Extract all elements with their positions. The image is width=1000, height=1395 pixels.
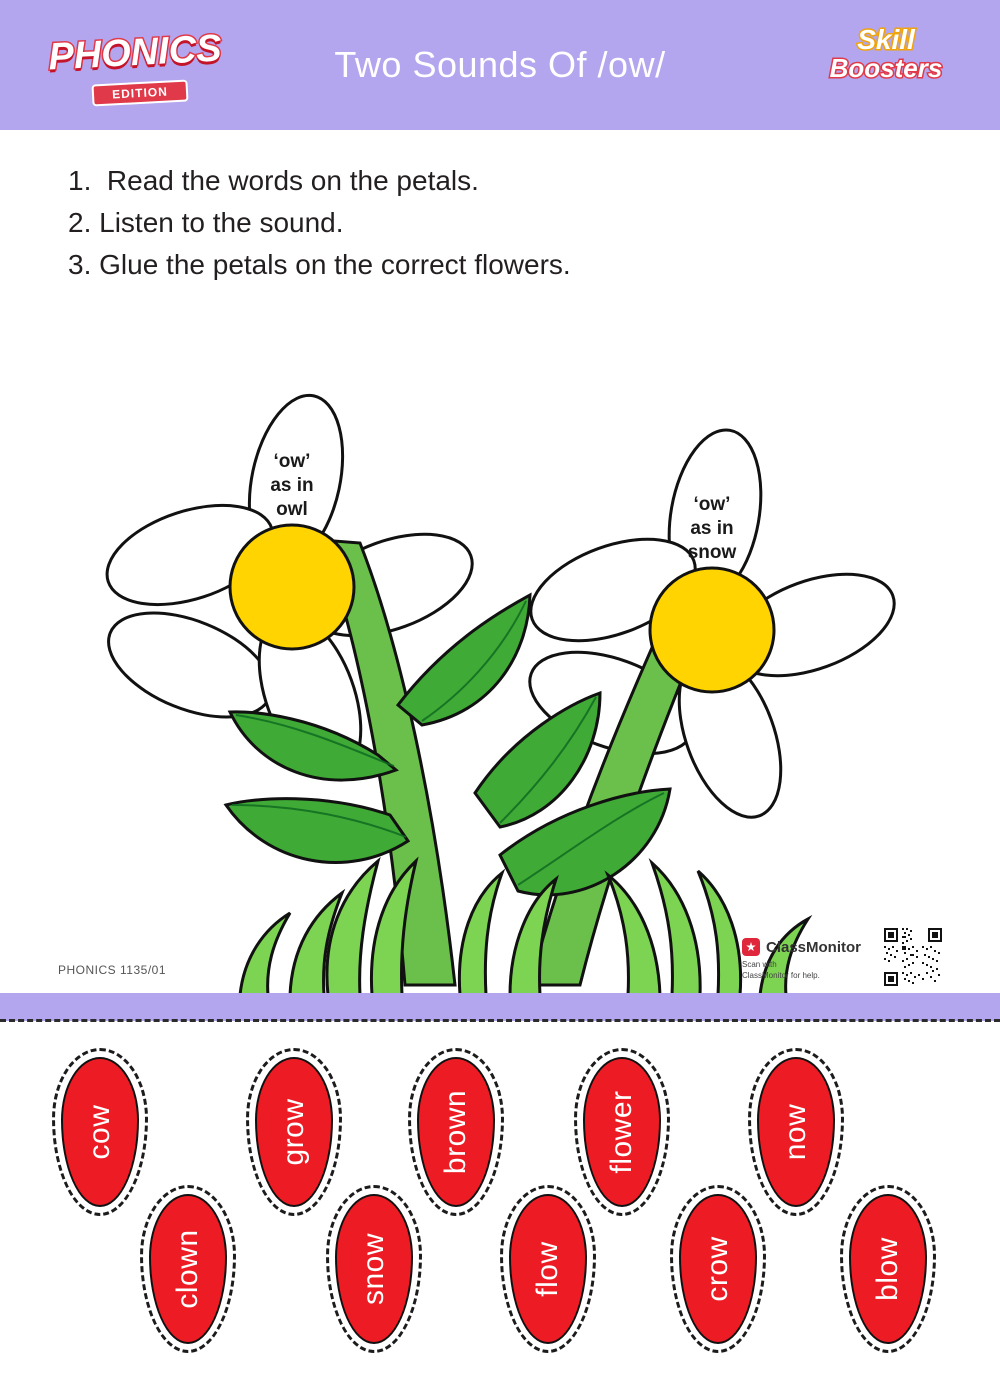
instruction-step-2: 2. Listen to the sound. — [68, 207, 344, 238]
lower-purple-band — [0, 993, 1000, 1021]
classmonitor-sub-line2: ClassMonitor for help. — [742, 971, 820, 980]
phonics-logo-word: PHONICS — [47, 27, 223, 79]
cut-line — [0, 1019, 1000, 1022]
flower-left-label-line1: ‘ow’ — [273, 451, 311, 472]
classmonitor-name: ClassMonitor — [766, 938, 862, 956]
instructions-list — [68, 160, 928, 286]
instruction-step-1: 1. Read the words on the petals. — [68, 165, 479, 196]
classmonitor-icon — [742, 938, 760, 956]
page-code: PHONICS 1135/01 — [58, 963, 166, 977]
petal-word: snow — [357, 1232, 390, 1306]
petal-word: grow — [277, 1098, 310, 1166]
petal-word: brown — [439, 1089, 472, 1175]
petal-word: flower — [605, 1090, 638, 1174]
petal-word: cow — [83, 1104, 116, 1160]
instruction-step-3: 3. Glue the petals on the correct flowers. — [68, 249, 571, 280]
page-title: Two Sounds Of /ow/ — [334, 44, 666, 85]
flower-center-left — [230, 525, 354, 649]
petal-word: now — [779, 1103, 812, 1161]
classmonitor-sub-line1: Scan with — [742, 960, 777, 969]
petal-card[interactable] — [840, 1185, 936, 1353]
classmonitor-badge — [742, 938, 872, 981]
header-bar — [0, 0, 1000, 130]
skill-boosters-line1: Skill — [857, 24, 915, 55]
petal-word: clown — [171, 1229, 204, 1309]
petal-card[interactable] — [52, 1048, 148, 1216]
flower-left-label-line2: as in — [270, 475, 314, 496]
phonics-logo-edition: EDITION — [91, 80, 188, 107]
flower-illustration — [60, 285, 940, 995]
petal-card[interactable] — [748, 1048, 844, 1216]
petal-card[interactable] — [408, 1048, 504, 1216]
qr-code-icon — [884, 928, 942, 986]
skill-boosters-line2: Boosters — [829, 53, 943, 83]
petal-word: flow — [531, 1241, 564, 1297]
petal-cards-area — [0, 1030, 1000, 1390]
flower-right-label-line3: snow — [687, 542, 737, 563]
flower-right-label-line2: as in — [690, 518, 734, 539]
flower-right-label-line1: ‘ow’ — [693, 494, 731, 515]
flowers-svg — [60, 285, 940, 995]
petal-card[interactable] — [574, 1048, 670, 1216]
petal-card[interactable] — [140, 1185, 236, 1353]
skill-boosters-logo — [816, 26, 956, 102]
flower-left-label-line3: owl — [276, 499, 308, 520]
petal-word: crow — [701, 1236, 734, 1302]
flower-center-right — [650, 568, 774, 692]
petal-word: blow — [871, 1237, 904, 1301]
